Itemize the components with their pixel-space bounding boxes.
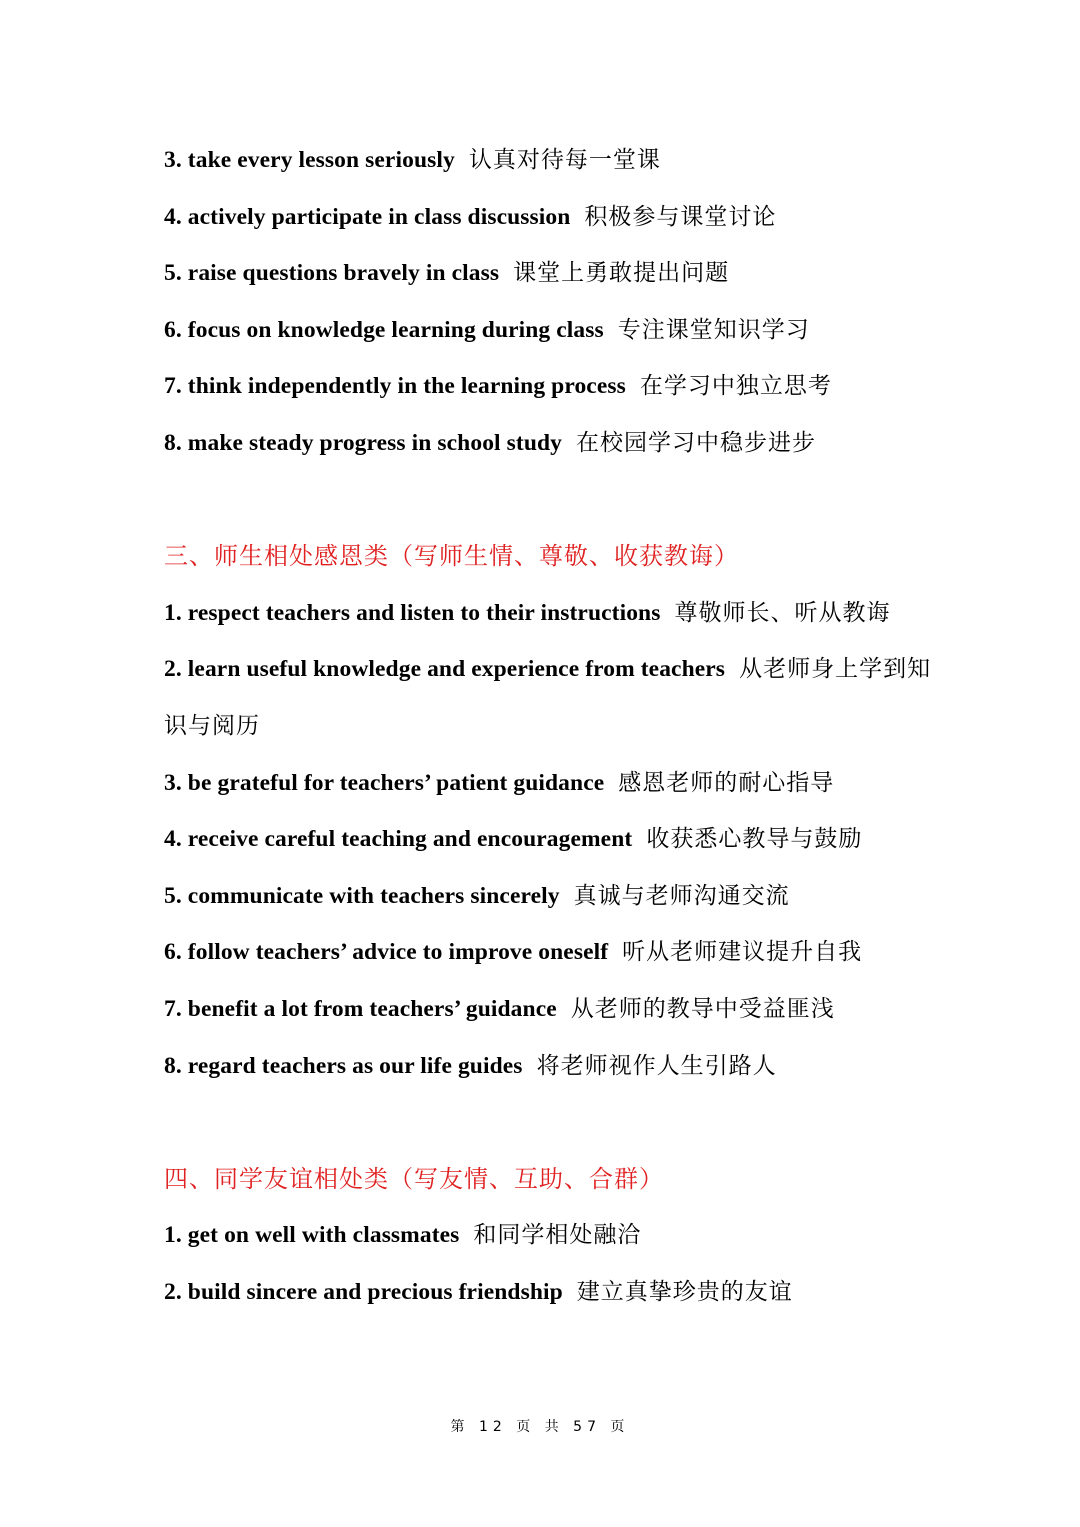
phrase-english: 5. raise questions bravely in class: [164, 260, 500, 287]
list-item: [164, 755, 934, 812]
list-item: [164, 358, 934, 415]
phrase-chinese: 听从老师建议提升自我: [622, 939, 863, 966]
phrase-chinese: 建立真挚珍贵的友谊: [576, 1278, 793, 1305]
page-content: [164, 132, 934, 1320]
list-item: [164, 302, 934, 359]
phrase-english: 8. regard teachers as our life guides: [164, 1052, 523, 1079]
phrase-english: 7. benefit a lot from teachers’ guidance: [164, 995, 557, 1022]
list-item: [164, 1207, 934, 1264]
section-heading: 三、师生相处感恩类（写师生情、尊敬、收获教诲）: [164, 542, 739, 571]
phrase-chinese: 真诚与老师沟通交流: [573, 882, 790, 909]
phrase-english: 4. actively participate in class discussion: [164, 203, 571, 230]
phrase-english: 2. build sincere and precious friendship: [164, 1278, 563, 1305]
list-item: [164, 1264, 934, 1321]
list-item: [164, 189, 934, 246]
list-item: [164, 245, 934, 302]
phrase-chinese: 从老师的教导中受益匪浅: [570, 995, 835, 1022]
phrase-chinese: 在校园学习中稳步进步: [576, 429, 817, 456]
list-item: [164, 981, 934, 1038]
section-spacer: [164, 1094, 934, 1151]
phrase-chinese: 课堂上勇敢提出问题: [513, 260, 730, 287]
phrase-english: 6. focus on knowledge learning during class: [164, 316, 604, 343]
phrase-english: 1. respect teachers and listen to their instructions: [164, 599, 661, 626]
phrase-english: 2. learn useful knowledge and experience from teachers: [164, 656, 726, 683]
list-item: [164, 1038, 934, 1095]
phrase-english: 8. make steady progress in school study: [164, 429, 563, 456]
list-item: [164, 585, 934, 642]
phrase-chinese: 从老师身上学到知识与阅历: [164, 656, 932, 739]
phrase-english: 5. communicate with teachers sincerely: [164, 882, 560, 909]
list-item: [164, 132, 934, 189]
list-item: [164, 415, 934, 472]
list-item: [164, 868, 934, 925]
phrase-chinese: 积极参与课堂讨论: [584, 203, 777, 230]
phrase-chinese: 和同学相处融洽: [473, 1222, 642, 1249]
list-item: [164, 641, 934, 754]
phrase-chinese: 感恩老师的耐心指导: [618, 769, 835, 796]
section-heading: 四、同学友谊相处类（写友情、互助、合群）: [164, 1164, 664, 1193]
phrase-chinese: 在学习中独立思考: [639, 373, 832, 400]
section-spacer: [164, 472, 934, 529]
phrase-english: 6. follow teachers’ advice to improve oneself: [164, 939, 609, 966]
list-item: [164, 811, 934, 868]
phrase-chinese: 认真对待每一堂课: [468, 147, 661, 173]
phrase-chinese: 收获悉心教导与鼓励: [646, 826, 863, 853]
phrase-english: 7. think independently in the learning process: [164, 373, 626, 400]
phrase-english: 3. be grateful for teachers’ patient guidance: [164, 769, 605, 796]
page-footer: 第 12 页 共 57 页: [450, 1419, 630, 1435]
phrase-chinese: 专注课堂知识学习: [617, 316, 810, 343]
phrase-english: 1. get on well with classmates: [164, 1222, 460, 1249]
phrase-chinese: 将老师视作人生引路人: [536, 1052, 777, 1079]
phrase-chinese: 尊敬师长、听从教诲: [674, 599, 891, 626]
list-item: [164, 924, 934, 981]
phrase-english: 4. receive careful teaching and encouragement: [164, 826, 633, 853]
phrase-english: 3. take every lesson seriously: [164, 147, 455, 173]
